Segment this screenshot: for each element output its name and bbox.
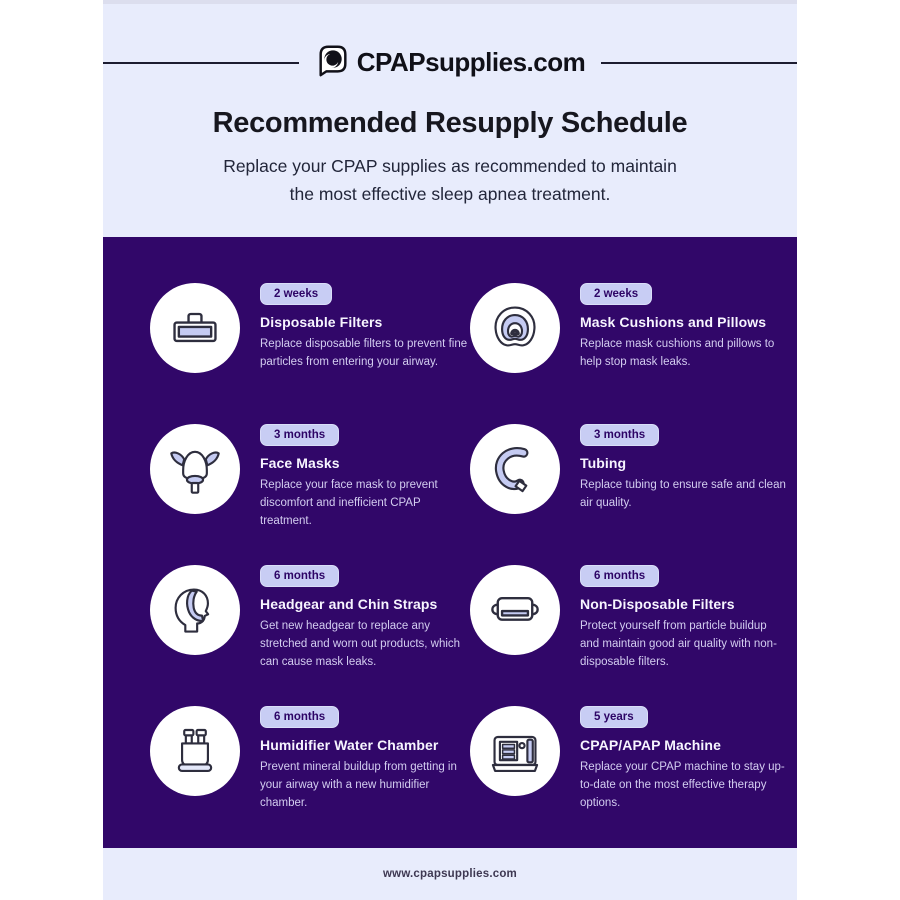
item-description: Get new headgear to replace any stretched and worn out products, which can cause mask leaks. (260, 620, 461, 669)
item-text (580, 424, 788, 512)
item-text (580, 565, 788, 671)
interval-badge: 6 months (580, 565, 659, 587)
disposable-filter-icon (167, 300, 223, 356)
item-title: Tubing (580, 455, 627, 471)
item-text (260, 565, 468, 671)
subtitle-line-1: Replace your CPAP supplies as recommended to maintain (223, 156, 677, 176)
infographic-card (103, 0, 797, 900)
item-title: Humidifier Water Chamber (260, 737, 439, 753)
page-subtitle (223, 152, 677, 208)
logo-row (103, 42, 797, 83)
item-text (260, 424, 468, 530)
interval-badge: 3 months (260, 424, 339, 446)
resupply-item (150, 565, 470, 706)
page-title: Recommended Resupply Schedule (212, 107, 688, 139)
item-text (260, 706, 468, 812)
item-title: CPAP/APAP Machine (580, 737, 721, 753)
divider-left (103, 62, 299, 64)
item-title: Headgear and Chin Straps (260, 596, 438, 612)
item-title: Non-Disposable Filters (580, 596, 735, 612)
item-text (260, 283, 468, 371)
resupply-item (470, 424, 790, 565)
item-icon-circle (470, 283, 560, 373)
subtitle-line-2: the most effective sleep apnea treatment. (289, 184, 611, 204)
resupply-item (470, 565, 790, 706)
resupply-item (470, 283, 790, 424)
humidifier-water-chamber-icon (167, 723, 223, 779)
mask-cushion-icon (487, 300, 543, 356)
item-icon-circle (470, 565, 560, 655)
item-text (580, 706, 788, 812)
resupply-item (150, 283, 470, 424)
face-mask-icon (167, 441, 223, 497)
cpap-machine-icon (487, 723, 543, 779)
resupply-grid (103, 237, 797, 848)
footer-url: www.cpapsupplies.com (383, 868, 517, 880)
item-description: Replace mask cushions and pillows to help stop mask leaks. (580, 338, 775, 369)
logo-text: CPAPsupplies.com (356, 47, 586, 77)
speech-bubble-moon-icon (315, 42, 351, 83)
headgear-chin-strap-icon (167, 582, 223, 638)
resupply-item (150, 706, 470, 847)
item-icon-circle (150, 283, 240, 373)
interval-badge: 6 months (260, 565, 339, 587)
interval-badge: 5 years (580, 706, 648, 728)
item-title: Face Masks (260, 455, 340, 471)
tubing-icon (487, 441, 543, 497)
footer (103, 848, 797, 900)
interval-badge: 6 months (260, 706, 339, 728)
item-description: Prevent mineral buildup from getting in your airway with a new humidifier chamber. (260, 761, 457, 810)
header (103, 0, 797, 237)
interval-badge: 3 months (580, 424, 659, 446)
item-icon-circle (470, 424, 560, 514)
item-description: Replace your face mask to prevent discomfort and inefficient CPAP treatment. (260, 479, 438, 528)
interval-badge: 2 weeks (580, 283, 652, 305)
item-icon-circle (150, 565, 240, 655)
non-disposable-filter-icon (487, 582, 543, 638)
item-title: Mask Cushions and Pillows (580, 314, 767, 330)
item-icon-circle (150, 424, 240, 514)
item-description: Protect yourself from particle buildup and maintain good air quality with non-disposable filters. (580, 620, 777, 669)
interval-badge: 2 weeks (260, 283, 332, 305)
item-description: Replace your CPAP machine to stay up-to-date on the most effective therapy options. (580, 761, 785, 810)
item-icon-circle (150, 706, 240, 796)
logo (315, 42, 585, 83)
divider-right (601, 62, 797, 64)
item-description: Replace disposable filters to prevent fine particles from entering your airway. (260, 338, 468, 369)
item-icon-circle (470, 706, 560, 796)
resupply-item (470, 706, 790, 847)
item-text (580, 283, 788, 371)
item-description: Replace tubing to ensure safe and clean air quality. (580, 479, 786, 510)
item-title: Disposable Filters (260, 314, 383, 330)
resupply-item (150, 424, 470, 565)
